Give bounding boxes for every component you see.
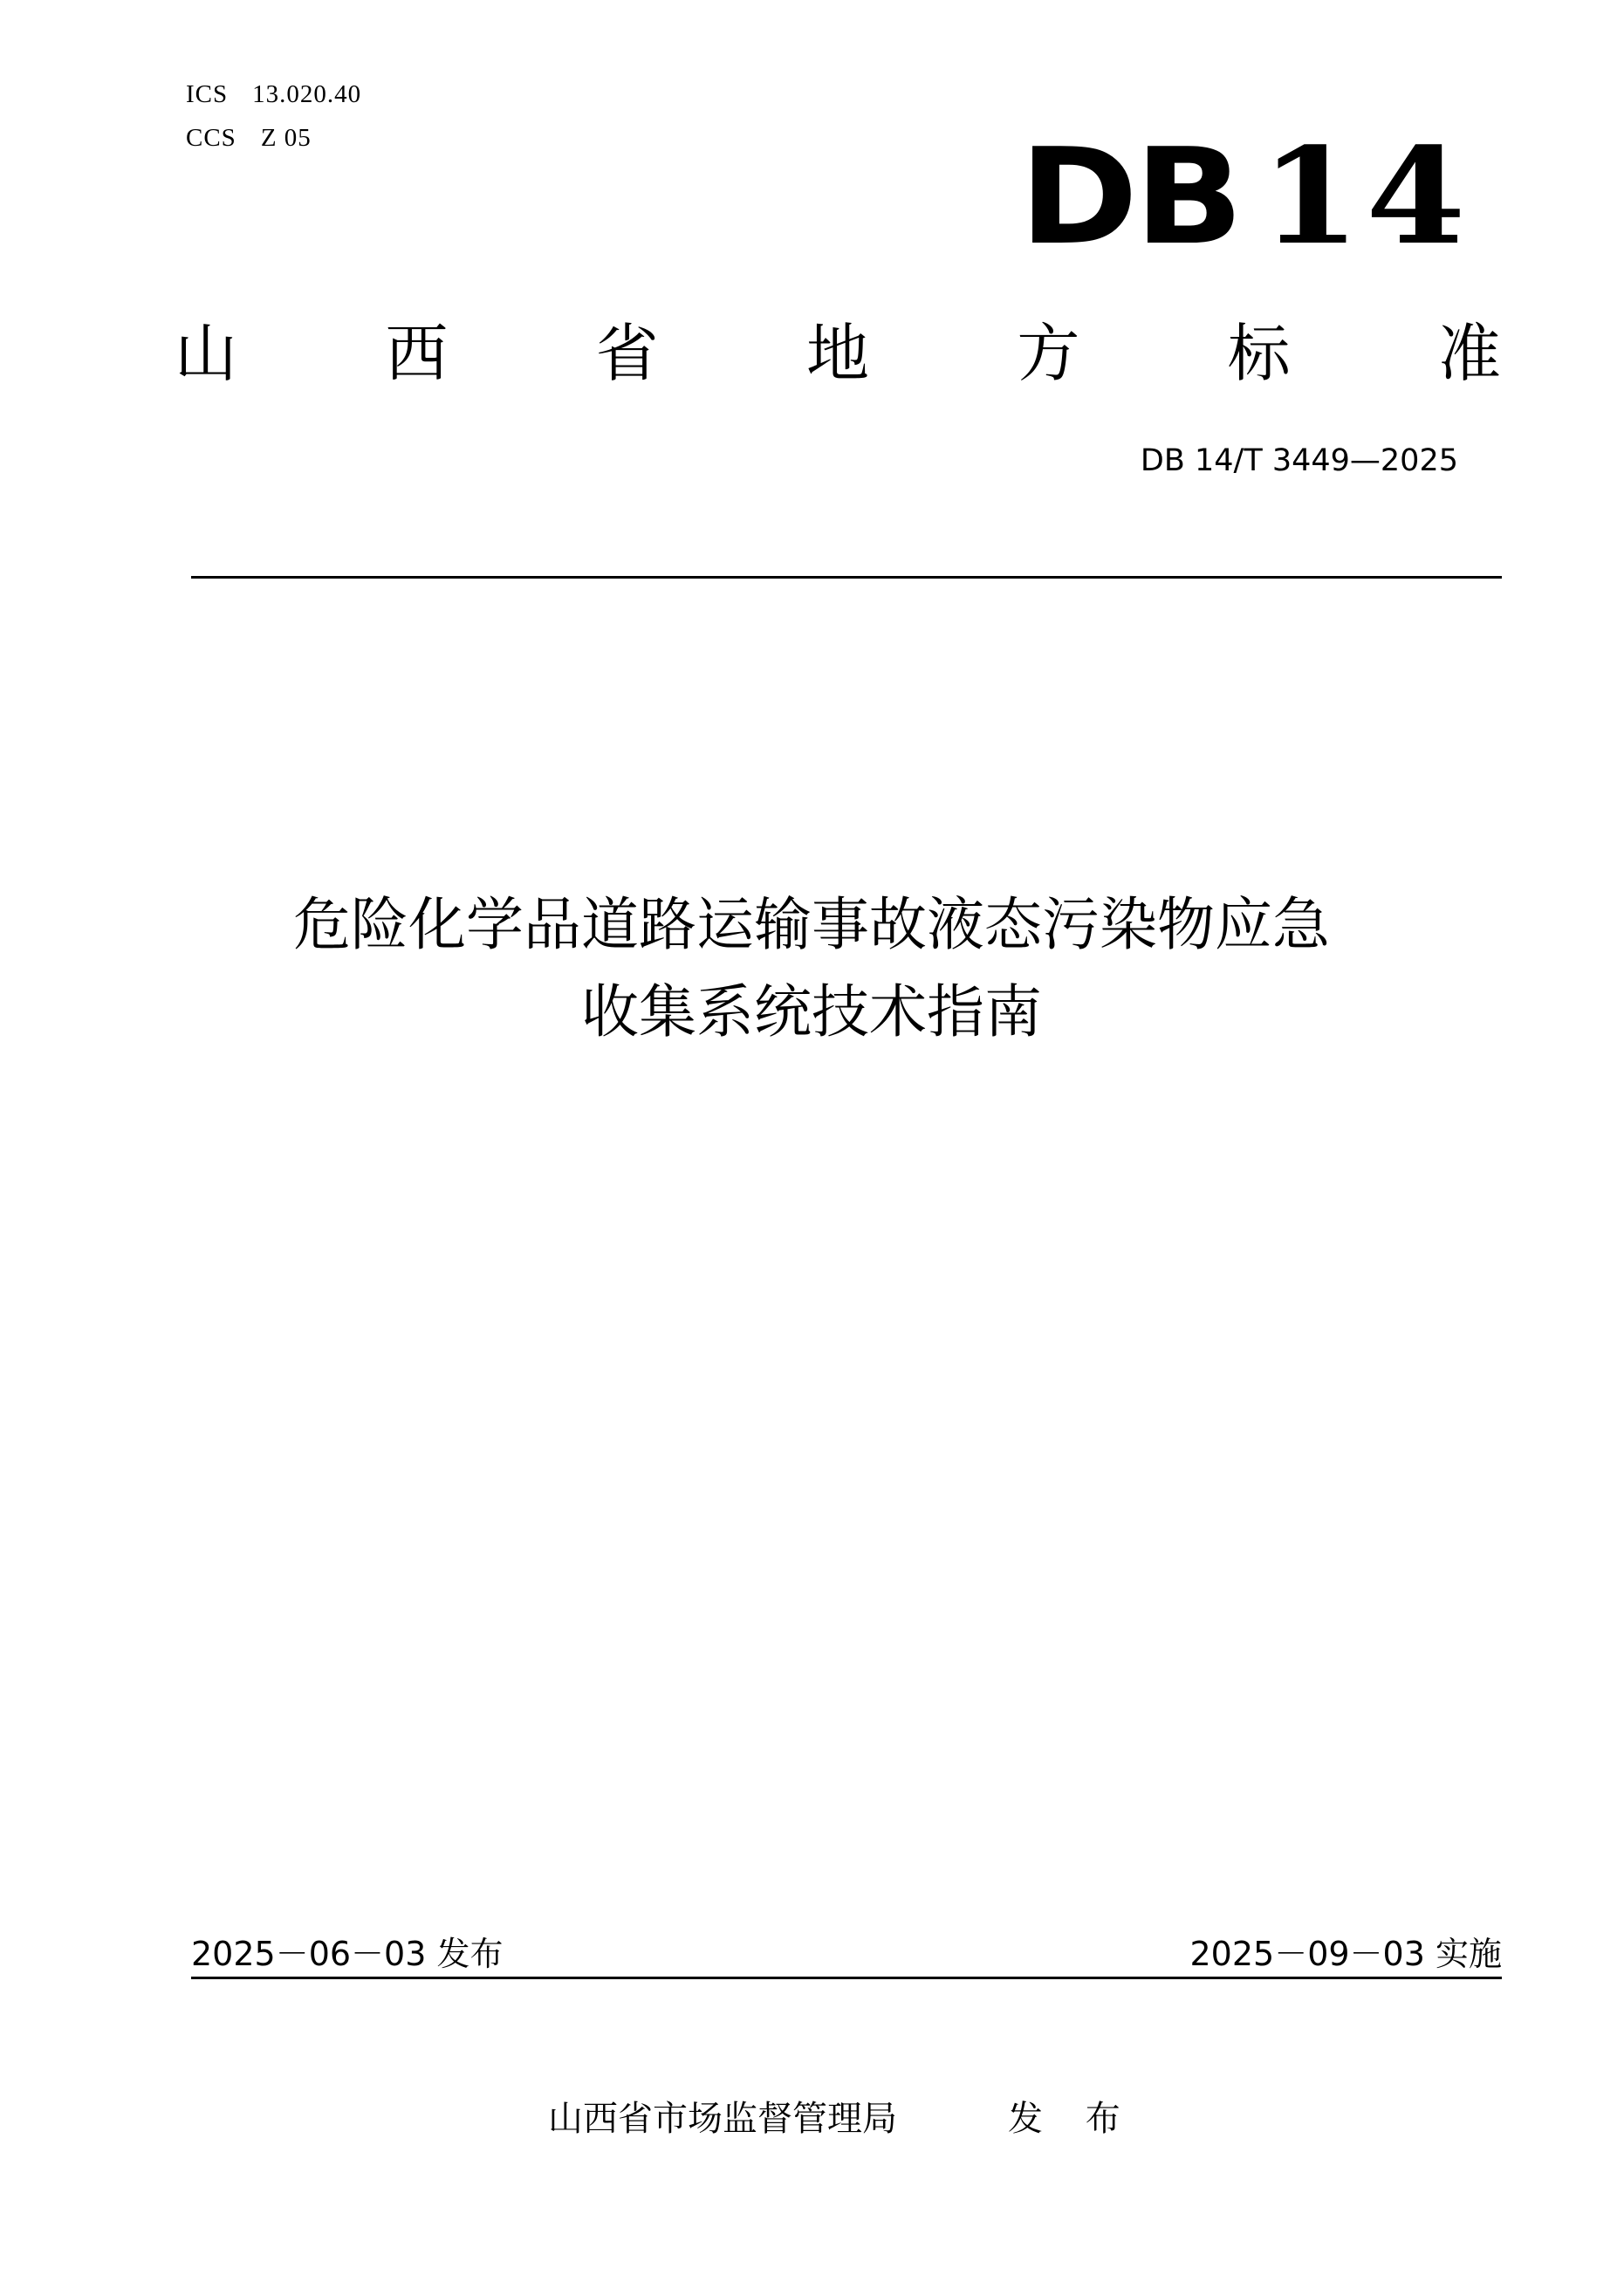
standard-type-char: 方 xyxy=(1017,317,1080,390)
issue-date: 2025－06－03 发布 xyxy=(191,1935,504,1973)
publish-label: 发 布 xyxy=(1008,2099,1136,2139)
title-line-1: 危险化学品道路运输事故液态污染物应急 xyxy=(293,891,1330,958)
standard-type xyxy=(175,314,1501,393)
top-divider xyxy=(191,576,1502,579)
db-logo-letters: DB xyxy=(1019,120,1240,274)
db-logo xyxy=(1019,118,1471,274)
title-line-2: 收集系统技术指南 xyxy=(581,978,1042,1045)
ccs-value: Z 05 xyxy=(260,124,312,152)
document-title xyxy=(175,881,1449,1056)
standard-type-char: 省 xyxy=(595,317,659,390)
publisher-name: 山西省市场监督管理局 xyxy=(548,2099,897,2139)
ics-label: ICS xyxy=(186,80,229,108)
db-logo-number: 14 xyxy=(1260,118,1471,274)
ics-code xyxy=(186,80,361,109)
standard-type-char: 标 xyxy=(1227,317,1291,390)
ics-value: 13.020.40 xyxy=(252,80,362,108)
standard-type-char: 地 xyxy=(805,317,869,390)
bottom-divider xyxy=(191,1977,1502,1979)
standard-type-char: 西 xyxy=(385,317,449,390)
ccs-label: CCS xyxy=(186,124,236,152)
standard-type-char: 山 xyxy=(175,317,238,390)
ccs-code xyxy=(186,124,312,153)
standard-type-char: 准 xyxy=(1437,317,1501,390)
standard-number: DB 14/T 3449—2025 xyxy=(1140,443,1458,478)
implementation-date: 2025－09－03 实施 xyxy=(1189,1935,1502,1973)
